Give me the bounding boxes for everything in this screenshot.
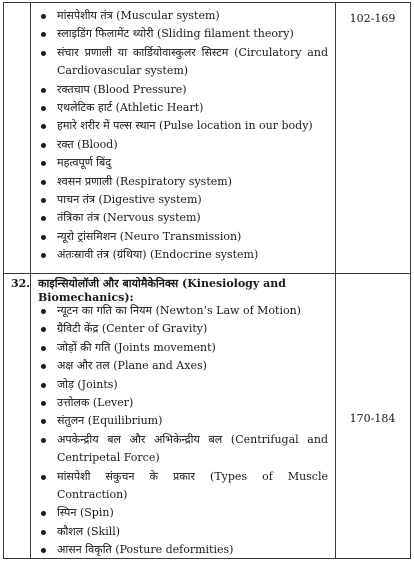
page-range: 170-184 — [349, 412, 396, 425]
bullet-icon — [41, 143, 46, 148]
bullet-icon — [41, 475, 46, 480]
list-item — [38, 136, 328, 154]
row-divider — [3, 273, 411, 274]
list-item-text: रक्तचाप (Blood Pressure) — [57, 82, 187, 96]
list-item-text: आसन विकृति (Posture deformities) — [57, 543, 234, 557]
column-divider-number — [30, 2, 31, 559]
list-item-text: स्पिन (Spin) — [57, 506, 114, 520]
list-item — [38, 154, 328, 172]
list-item-text: पाचन तंत्र (Digestive system) — [57, 193, 202, 207]
topic-list — [38, 302, 328, 560]
list-item-text: जोड़ (Joints) — [57, 377, 118, 391]
list-item — [38, 394, 328, 412]
list-item-text: कौशल (Skill) — [57, 524, 121, 538]
bullet-icon — [41, 309, 46, 314]
page-range: 102-169 — [349, 12, 396, 25]
bullet-icon — [41, 235, 46, 240]
list-item-text: संचार प्रणाली या कार्डियोवास्कुलर सिस्टम (Circulatory and Cardiovascular system) — [57, 45, 328, 78]
list-item — [38, 357, 328, 375]
bullet-icon — [41, 364, 46, 369]
bullet-icon — [41, 327, 46, 332]
list-item — [38, 412, 328, 430]
list-item — [38, 228, 328, 246]
list-item-text: संतुलन (Equilibrium) — [57, 414, 163, 428]
bullet-icon — [41, 253, 46, 258]
list-item-text: स्लाइडिंग फिलामेंट थ्योरी (Sliding filament theory) — [57, 27, 294, 41]
bullet-icon — [41, 124, 46, 129]
list-item-text: उत्तोलक (Lever) — [57, 396, 134, 410]
bullet-icon — [41, 51, 46, 56]
list-item-text: जोड़ों की गति (Joints movement) — [57, 340, 216, 354]
bullet-icon — [41, 419, 46, 424]
list-item-text: न्यूरो ट्रांसमिशन (Neuro Transmission) — [57, 229, 242, 243]
bullet-icon — [41, 530, 46, 535]
bullet-icon — [41, 511, 46, 516]
bullet-icon — [41, 32, 46, 37]
list-item — [38, 541, 328, 559]
bullet-icon — [41, 438, 46, 443]
bullet-icon — [41, 180, 46, 185]
bullet-icon — [41, 14, 46, 19]
list-item-text: एथलेटिक हार्ट (Athletic Heart) — [57, 101, 204, 115]
list-item — [38, 25, 328, 43]
bullet-icon — [41, 161, 46, 166]
bullet-icon — [41, 198, 46, 203]
list-item-text: न्यूटन का गति का नियम (Newton’s Law of Motion) — [57, 304, 301, 317]
table-right-border — [410, 2, 411, 559]
row-number: 32. — [11, 277, 31, 290]
bullet-icon — [41, 88, 46, 93]
list-item-text: रक्त (Blood) — [57, 137, 118, 151]
list-item — [38, 117, 328, 135]
list-item — [38, 209, 328, 227]
list-item — [38, 246, 328, 264]
table-left-border — [3, 2, 4, 559]
topic-list — [38, 7, 328, 265]
list-item-text: तंत्रिका तंत्र (Nervous system) — [57, 211, 201, 225]
column-divider-pages — [335, 2, 336, 559]
list-item — [38, 44, 328, 81]
list-item — [38, 339, 328, 357]
section-heading: काइन्सियोलॉजी और बायोमैकेनिक्स (Kinesiology and Biomechanics): — [38, 277, 286, 304]
list-item — [38, 7, 328, 25]
bullet-icon — [41, 106, 46, 111]
list-item — [38, 376, 328, 394]
list-item — [38, 191, 328, 209]
list-item — [38, 173, 328, 191]
list-item-text: महत्वपूर्ण बिंदु — [57, 156, 112, 170]
list-item — [38, 99, 328, 117]
list-item-text: अंतःस्रावी तंत्र (ग्रंथिया) (Endocrine system) — [57, 248, 259, 262]
bullet-icon — [41, 346, 46, 351]
list-item — [38, 81, 328, 99]
list-item — [38, 320, 328, 338]
list-item-text: अक्ष और तल (Plane and Axes) — [57, 359, 207, 373]
bullet-icon — [41, 401, 46, 406]
list-item — [38, 302, 328, 320]
list-item-text: श्वसन प्रणाली (Respiratory system) — [57, 174, 232, 188]
list-item-text: अपकेन्द्रीय बल और अभिकेन्द्रीय बल (Centrifugal and Centripetal Force) — [57, 432, 328, 465]
list-item-text: मांसपेशीय तंत्र (Muscular system) — [57, 9, 220, 22]
list-item — [38, 468, 328, 505]
bullet-icon — [41, 216, 46, 221]
table-top-border — [3, 2, 411, 3]
bullet-icon — [41, 548, 46, 553]
list-item — [38, 523, 328, 541]
list-item-text: ग्रैविटी केंद्र (Center of Gravity) — [57, 322, 208, 336]
list-item-text: मांसपेशी संकुचन के प्रकार (Types of Muscle Contraction) — [57, 469, 328, 502]
list-item — [38, 504, 328, 522]
list-item — [38, 431, 328, 468]
bullet-icon — [41, 383, 46, 388]
list-item-text: हमारे शरीर में पल्स स्थान (Pulse location in our body) — [57, 119, 313, 133]
